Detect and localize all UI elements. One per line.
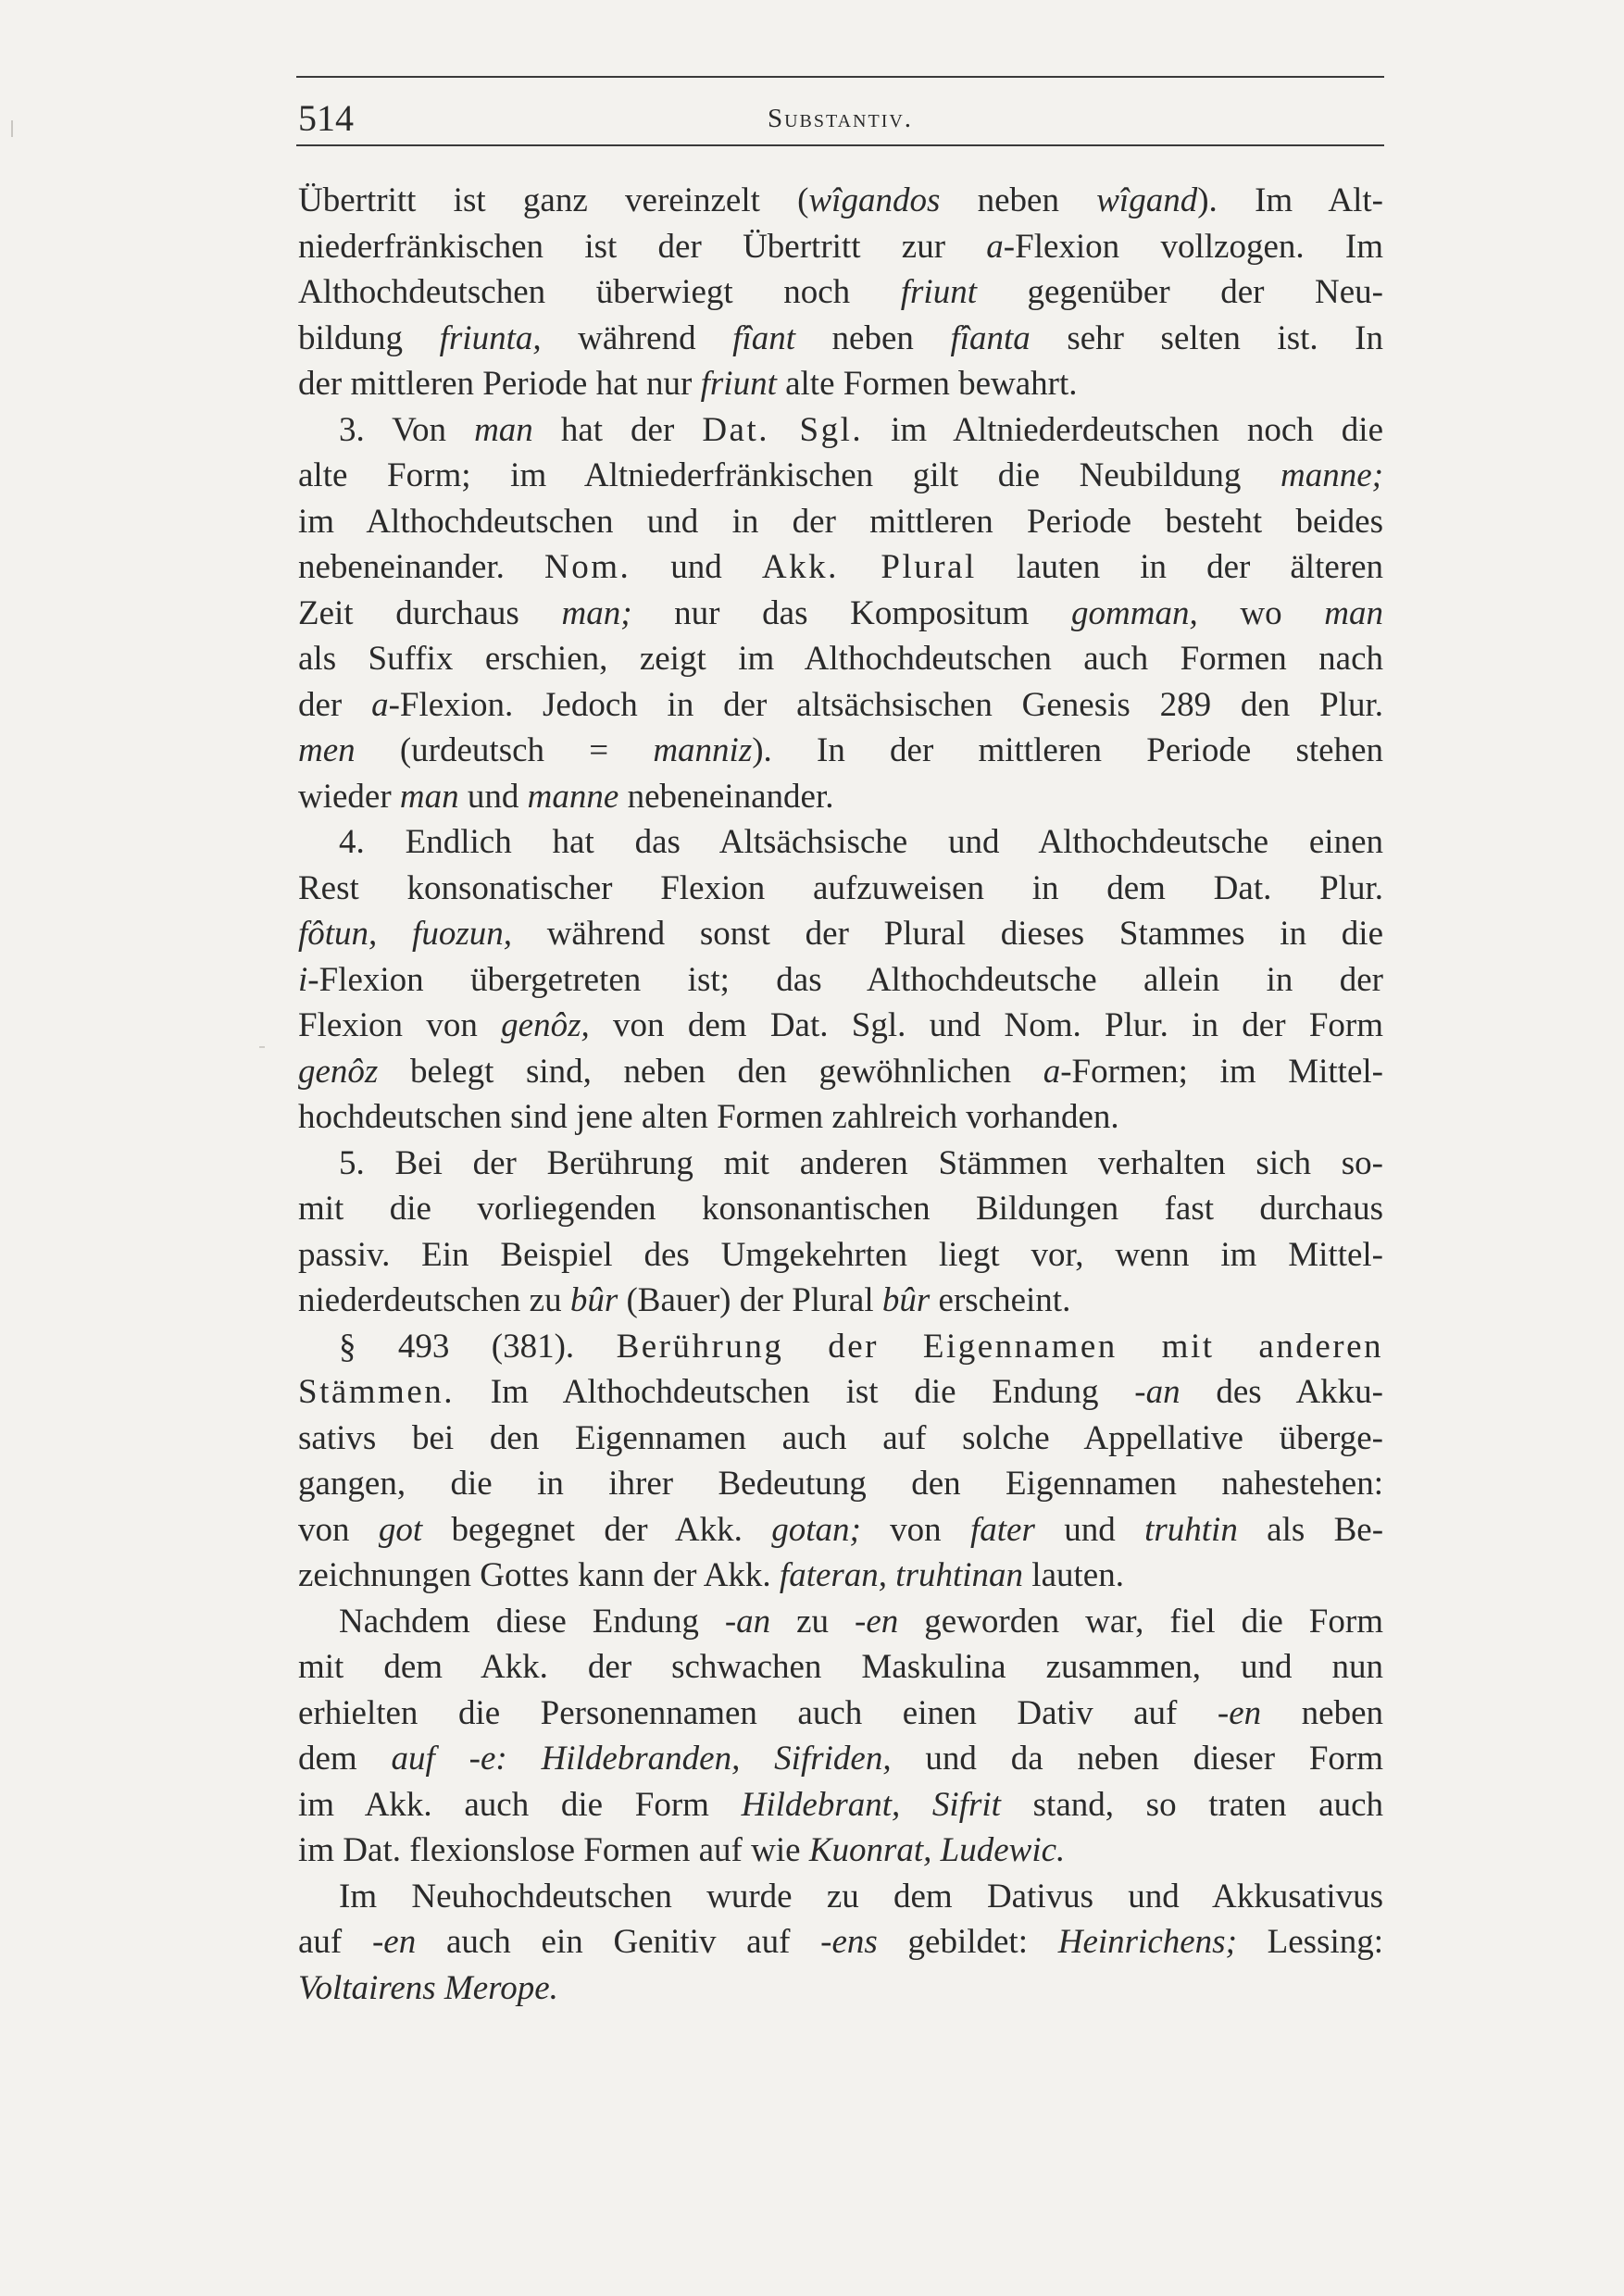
text-line: 5. Bei der Berührung mit anderen Stämmen verhalten sich so- bbox=[339, 1143, 1383, 1182]
text-line: der a-Flexion. Jedoch in der altsächsischen Genesis 289 den Plur. bbox=[298, 685, 1384, 724]
text-line: erhielten die Personennamen auch einen Dativ auf -en neben bbox=[298, 1693, 1383, 1732]
text-line: § 493 (381). Berührung der Eigennamen mit anderen bbox=[339, 1327, 1383, 1366]
text-line: hochdeutschen sind jene alten Formen zahlreich vorhanden. bbox=[298, 1098, 1119, 1136]
text-line: wieder man und manne nebeneinander. bbox=[298, 777, 834, 816]
header-top-rule bbox=[296, 76, 1384, 78]
text-line: men (urdeutsch = manniz). In der mittleren Periode stehen bbox=[298, 731, 1383, 769]
text-line: Voltairens Merope. bbox=[298, 1968, 558, 2007]
header-bottom-rule bbox=[296, 144, 1384, 146]
page-number: 514 bbox=[298, 97, 354, 139]
text-line: passiv. Ein Beispiel des Umgekehrten liegt vor, wenn im Mittel- bbox=[298, 1235, 1383, 1274]
page-header bbox=[296, 98, 1384, 139]
text-line: Flexion von genôz, von dem Dat. Sgl. und Nom. Plur. in der Form bbox=[298, 1006, 1383, 1044]
text-line: fôtun, fuozun, während sonst der Plural dieses Stammes in die bbox=[298, 915, 1383, 953]
text-line: mit die vorliegenden konsonantischen Bildungen fast durchaus bbox=[298, 1190, 1383, 1228]
scan-artifact bbox=[11, 120, 13, 137]
text-line: alte Form; im Altniederfränkischen gilt die Neubildung manne; bbox=[298, 456, 1383, 494]
text-line: sativs bei den Eigennamen auch auf solche Appellative überge- bbox=[298, 1418, 1383, 1457]
text-line: bildung friunta, während fîant neben fîanta sehr selten ist. In bbox=[298, 318, 1384, 357]
text-line: niederfränkischen ist der Übertritt zur a-Flexion vollzogen. Im bbox=[298, 227, 1383, 266]
text-line: 4. Endlich hat das Altsächsische und Althochdeutsche einen bbox=[339, 823, 1383, 861]
text-line: Im Neuhochdeutschen wurde zu dem Dativus und Akkusativus bbox=[339, 1877, 1383, 1915]
text-line: als Suffix erschien, zeigt im Althochdeutschen auch Formen nach bbox=[298, 640, 1383, 678]
running-title: Substantiv. bbox=[767, 104, 914, 133]
text-line: von got begegnet der Akk. gotan; von fater und truhtin als Be- bbox=[298, 1510, 1384, 1549]
text-line: 3. Von man hat der Dat. Sgl. im Altniederdeutschen noch die bbox=[339, 410, 1383, 449]
text-line: Zeit durchaus man; nur das Kompositum gomman, wo man bbox=[298, 593, 1383, 632]
text-line: Übertritt ist ganz vereinzelt (wîgandos neben wîgand). Im Alt- bbox=[298, 181, 1383, 219]
text-line: mit dem Akk. der schwachen Maskulina zusammen, und nun bbox=[298, 1648, 1383, 1686]
text-line: im Akk. auch die Form Hildebrant, Sifrit stand, so traten auch bbox=[298, 1785, 1384, 1824]
text-line: niederdeutschen zu bûr (Bauer) der Plural bûr erscheint. bbox=[298, 1281, 1071, 1319]
text-line: Stämmen. Im Althochdeutschen ist die Endung -an des Akku- bbox=[298, 1373, 1383, 1411]
scan-artifact bbox=[259, 1046, 265, 1048]
text-line: gangen, die in ihrer Bedeutung den Eigennamen nahestehen: bbox=[298, 1465, 1383, 1503]
text-line: auf -en auch ein Genitiv auf -ens gebildet: Heinrichens; Lessing: bbox=[298, 1923, 1383, 1961]
text-line: i-Flexion übergetreten ist; das Althochdeutsche allein in der bbox=[298, 960, 1383, 999]
text-line: genôz belegt sind, neben den gewöhnlichen a-Formen; im Mittel- bbox=[298, 1052, 1383, 1091]
text-line: nebeneinander. Nom. und Akk. Plural lauten in der älteren bbox=[298, 548, 1384, 586]
text-line: Rest konsonatischer Flexion aufzuweisen in dem Dat. Plur. bbox=[298, 868, 1383, 907]
text-line: im Althochdeutschen und in der mittleren Periode besteht beides bbox=[298, 502, 1383, 541]
text-line: Nachdem diese Endung -an zu -en geworden war, fiel die Form bbox=[339, 1602, 1383, 1641]
text-line: Althochdeutschen überwiegt noch friunt gegenüber der Neu- bbox=[298, 273, 1383, 311]
text-line: zeichnungen Gottes kann der Akk. fateran, truhtinan lauten. bbox=[298, 1556, 1124, 1594]
text-line: der mittleren Periode hat nur friunt alte Formen bewahrt. bbox=[298, 365, 1078, 403]
body-text bbox=[298, 178, 1383, 2011]
text-line: im Dat. flexionslose Formen auf wie Kuonrat, Ludewic. bbox=[298, 1831, 1066, 1869]
text-line: dem auf -e: Hildebranden, Sifriden, und da neben dieser Form bbox=[298, 1740, 1384, 1778]
